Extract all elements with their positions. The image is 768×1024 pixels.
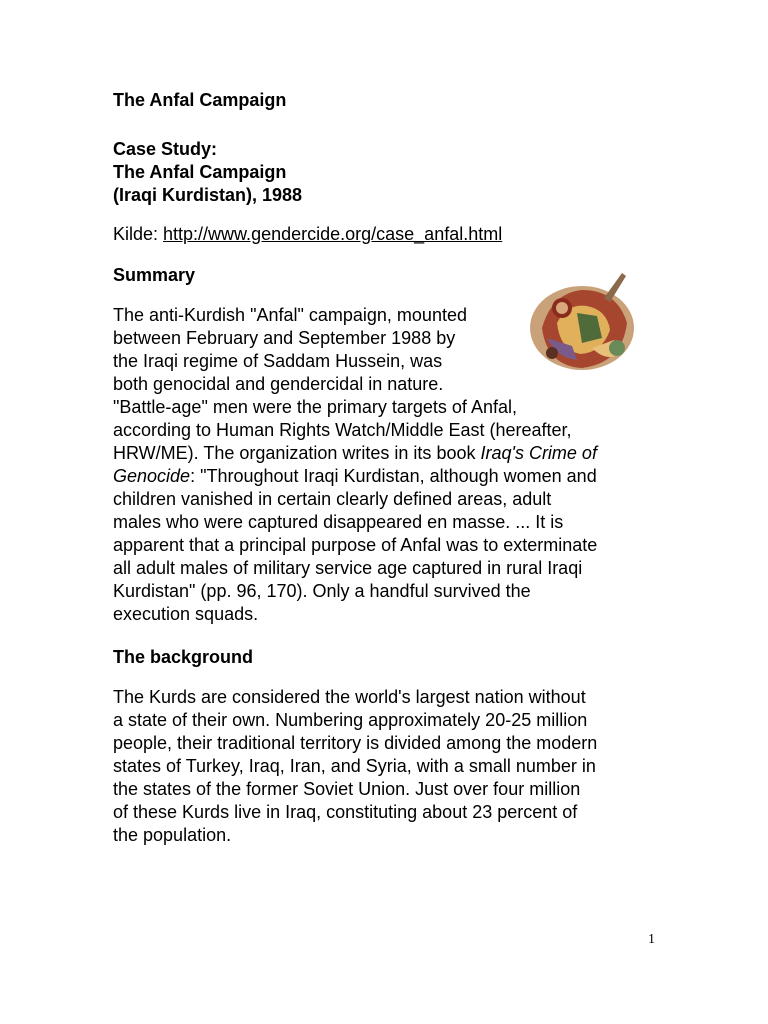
text-line: "Battle-age" men were the primary targets of Anfal, <box>113 397 517 417</box>
text-line: all adult males of military service age captured in rural Iraqi <box>113 558 583 578</box>
text-line <box>113 465 673 488</box>
case-study-title: The Anfal Campaign <box>113 162 287 182</box>
text-segment: : "Throughout Iraqi Kurdistan, although women and <box>190 466 597 486</box>
text-line: of these Kurds live in Iraq, constituting about 23 percent of <box>113 802 578 822</box>
text-line: the states of the former Soviet Union. Just over four million <box>113 779 581 799</box>
book-title: Iraq's Crime of <box>480 443 597 463</box>
source-line <box>113 224 502 245</box>
page-number: 1 <box>648 932 655 947</box>
background-heading: The background <box>113 647 254 667</box>
document-title: The Anfal Campaign <box>113 90 287 110</box>
text-line: according to Human Rights Watch/Middle East (hereafter, <box>113 420 572 440</box>
background-paragraph <box>113 686 673 847</box>
text-line: the Iraqi regime of Saddam Hussein, was <box>113 351 443 371</box>
text-line: males who were captured disappeared en masse. ... It is <box>113 512 564 532</box>
case-study-heading <box>113 138 302 207</box>
text-line: between February and September 1988 by <box>113 328 456 348</box>
text-segment: HRW/ME). The organization writes in its book <box>113 443 481 463</box>
text-line: Kurdistan" (pp. 96, 170). Only a handful survived the <box>113 581 531 601</box>
text-line: both genocidal and gendercidal in nature. <box>113 374 444 394</box>
case-study-subtitle: (Iraqi Kurdistan), 1988 <box>113 185 303 205</box>
text-line: apparent that a principal purpose of Anfal was to exterminate <box>113 535 598 555</box>
text-line: the population. <box>113 825 232 845</box>
summary-paragraph <box>113 304 673 626</box>
source-label: Kilde: <box>113 224 164 244</box>
text-line: people, their traditional territory is divided among the modern <box>113 733 598 753</box>
text-line: The Kurds are considered the world's largest nation without <box>113 687 586 707</box>
text-line: a state of their own. Numbering approximately 20-25 million <box>113 710 588 730</box>
text-line <box>113 442 673 465</box>
source-link[interactable]: http://www.gendercide.org/case_anfal.html <box>163 224 503 244</box>
text-line: The anti-Kurdish "Anfal" campaign, mounted <box>113 305 467 325</box>
summary-heading: Summary <box>113 265 196 285</box>
text-line: states of Turkey, Iraq, Iran, and Syria, with a small number in <box>113 756 596 776</box>
case-study-label: Case Study: <box>113 139 218 159</box>
text-line: children vanished in certain clearly defined areas, adult <box>113 489 552 509</box>
text-line: execution squads. <box>113 604 259 624</box>
book-title-cont: Genocide <box>113 466 191 486</box>
